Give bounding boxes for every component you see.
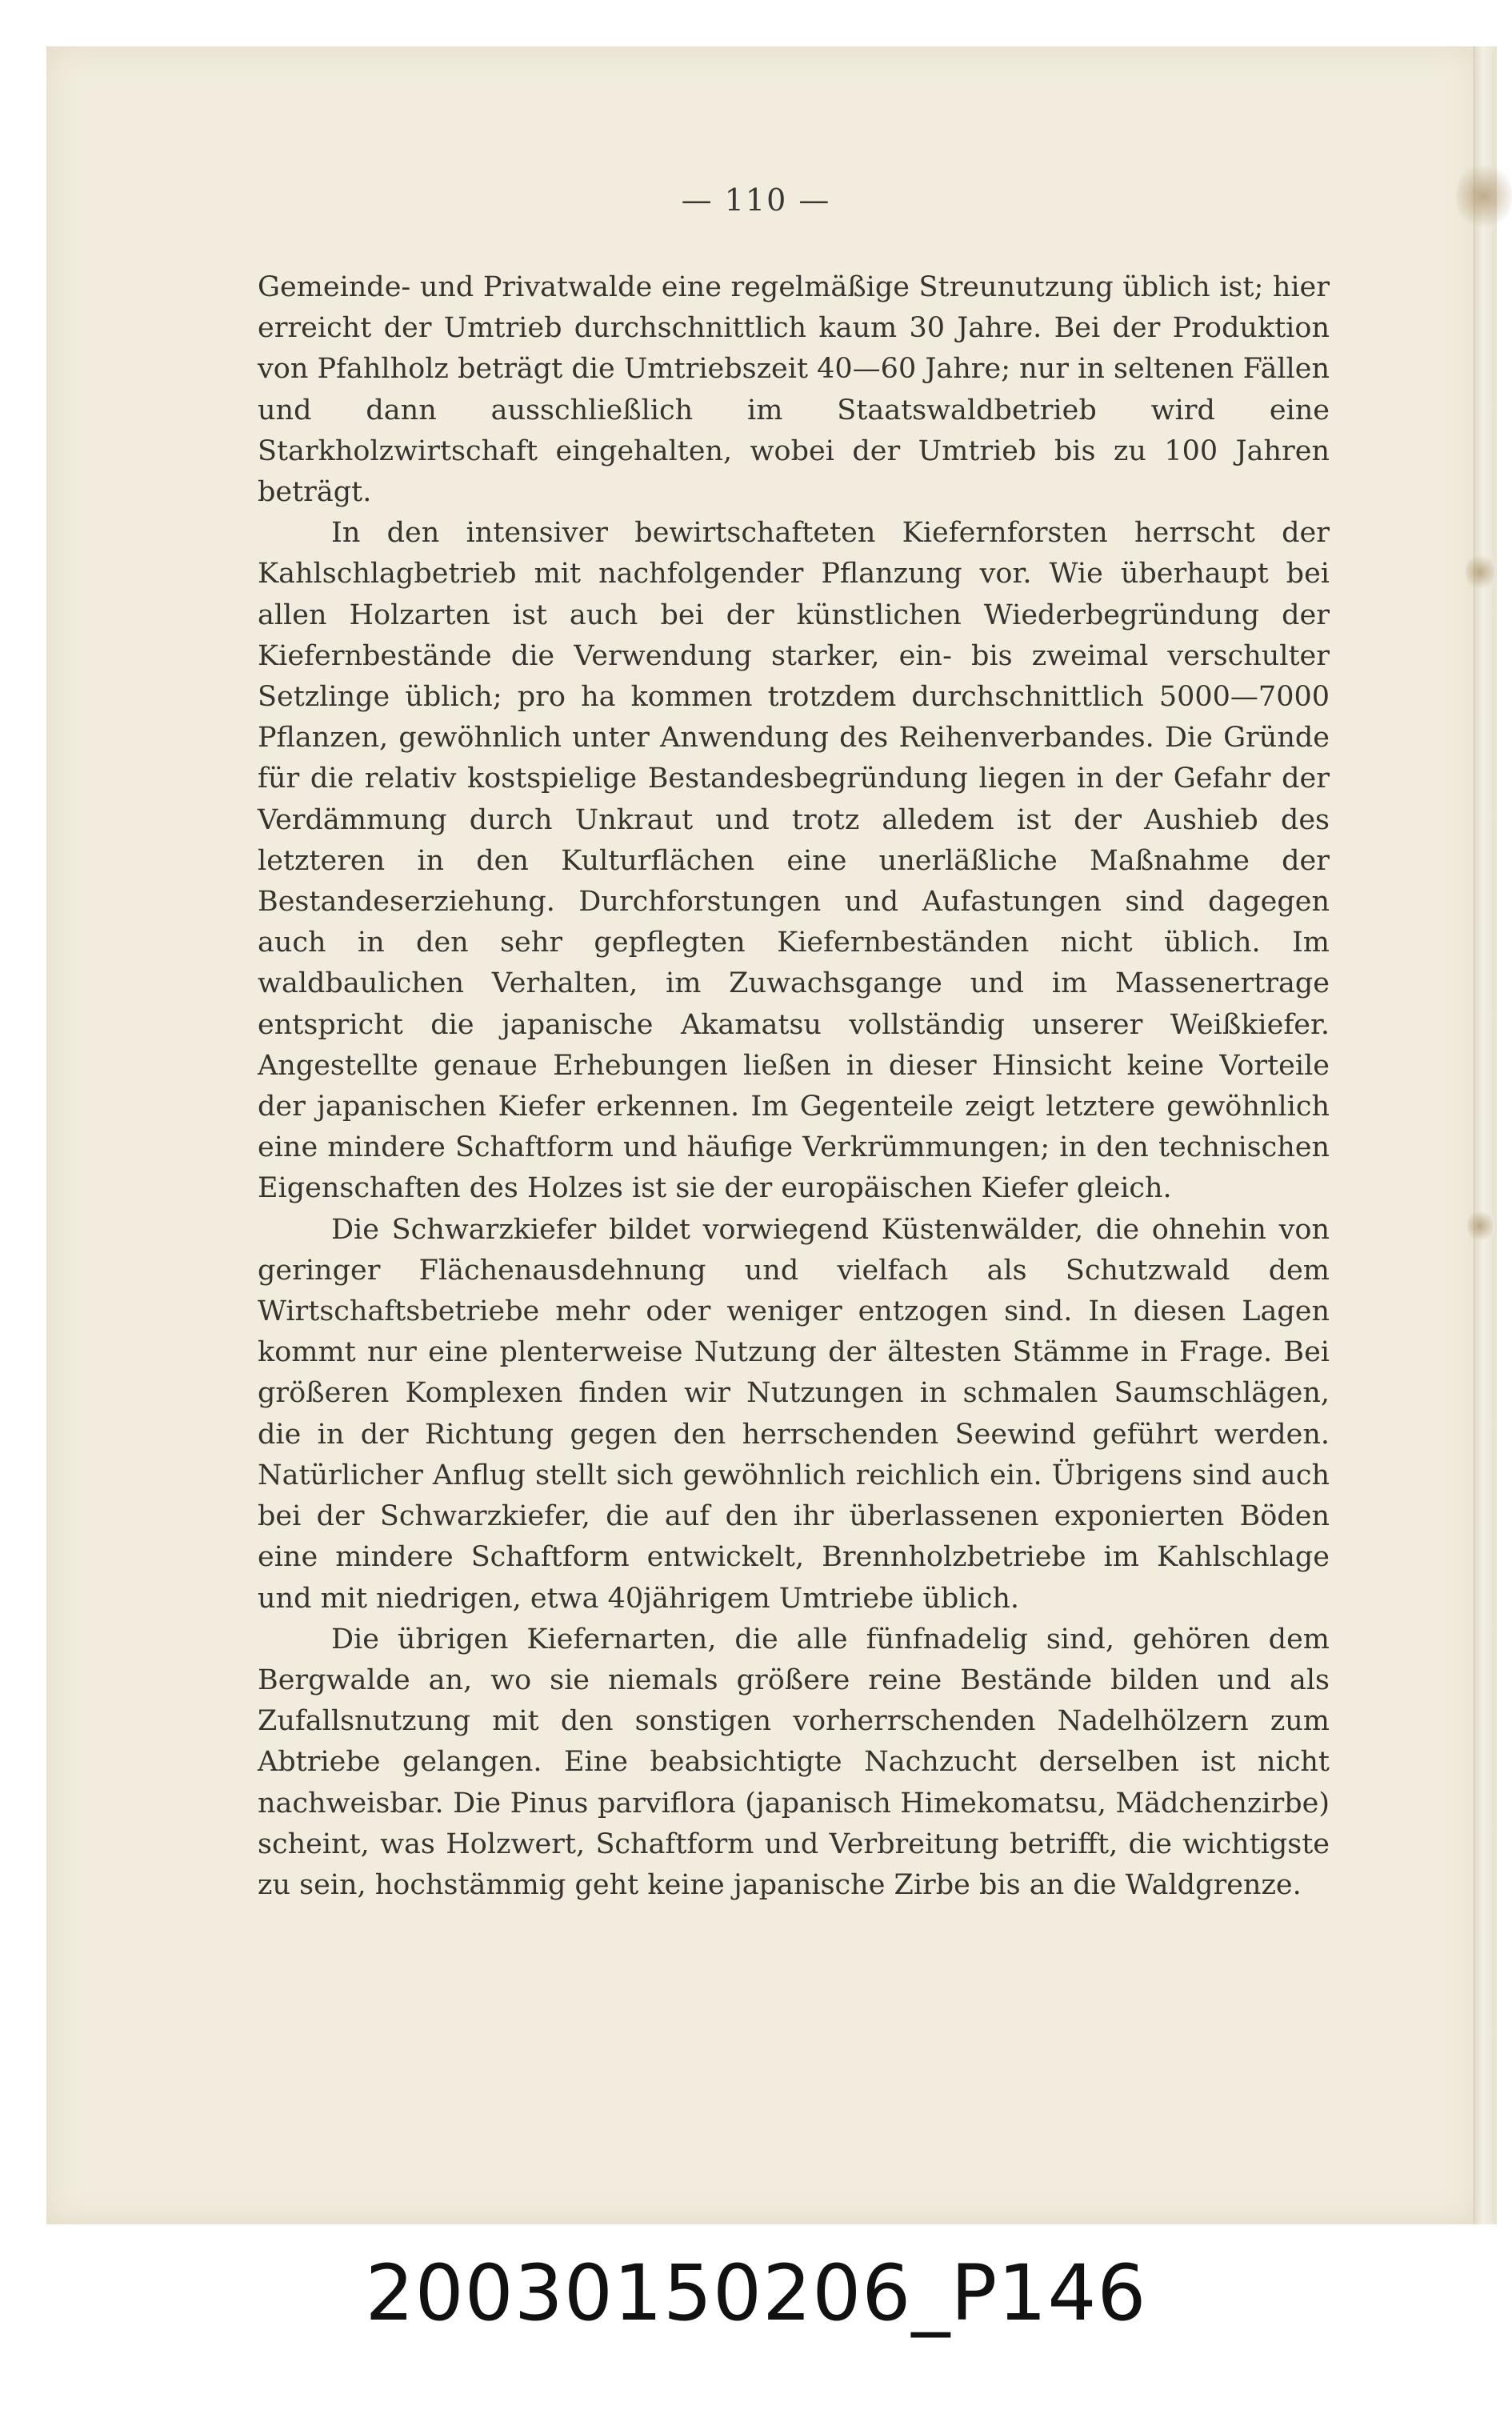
paragraph-2: In den intensiver bewirtschafteten Kiefernforsten herrscht der Kahlschlagbetrieb mit nachfolgender Pflanzung vor. Wie überhaupt bei allen Holzarten ist auch bei der künstlichen Wiederbegründung der Kiefernbestände die Verwendung starker, ein- bis zweimal verschulter Setzlinge üblich; pro ha kommen trotzdem durchschnittlich 5000—7000 Pflanzen, gewöhnlich unter Anwendung des Reihenverbandes. Die Gründe für die relativ kostspielige Bestandesbegründung liegen in der Gefahr der Verdämmung durch Unkraut und trotz alledem ist der Aushieb des letzteren in den Kulturflächen eine unerläßliche Maßnahme der Bestandeserziehung. Durchforstungen und Aufastungen sind dagegen auch in den sehr gepflegten Kiefernbeständen nicht üblich. Im waldbaulichen Verhalten, im Zuwachsgange und im Massenertrage entspricht die japanische Akamatsu vollständig unserer Weißkiefer. Angestellte genaue Erhebungen ließen in dieser Hinsicht keine Vorteile der japanischen Kiefer erkennen. Im Gegenteile zeigt letztere gewöhnlich eine mindere Schaftform und häufige Verkrümmungen; in den technischen Eigenschaften des Holzes ist sie der europäischen Kiefer gleich. [258,517,1330,1205]
foxing-stain [1466,552,1494,592]
foxing-stain [1467,1208,1493,1243]
paragraph-1: Gemeinde- und Privatwalde eine regelmäßige Streunutzung üblich ist; hier erreicht der Umtrieb durchschnittlich kaum 30 Jahre. Bei der Produktion von Pfahlholz beträgt die Umtriebszeit 40—60 Jahre; nur in seltenen Fällen und dann ausschließlich im Staatswaldbetrieb wird eine Starkholzwirtschaft eingehalten, wobei der Umtrieb bis zu 100 Jahren beträgt. [258,271,1330,509]
scan-identifier-caption: 20030150206_P146 [365,2248,1147,2338]
body-text [258,267,1330,1906]
paragraph-3: Die Schwarzkiefer bildet vorwiegend Küstenwälder, die ohnehin von geringer Flächenausdehnung und vielfach als Schutzwald dem Wirtschaftsbetriebe mehr oder weniger entzogen sind. In diesen Lagen kommt nur eine plenterweise Nutzung der ältesten Stämme in Frage. Bei größeren Komplexen finden wir Nutzungen in schmalen Saumschlägen, die in der Richtung gegen den herrschenden Seewind geführt werden. Natürlicher Anflug stellt sich gewöhnlich reichlich ein. Übrigens sind auch bei der Schwarzkiefer, die auf den ihr überlassenen exponierten Böden eine mindere Schaftform entwickelt, Brennholzbetriebe im Kahlschlage und mit niedrigen, etwa 40jährigem Umtriebe üblich. [258,1213,1330,1615]
page-binding-edge [1474,46,1497,2224]
page-number: — 110 — [681,182,831,218]
paragraph-4: Die übrigen Kiefernarten, die alle fünfnadelig sind, gehören dem Bergwalde an, wo sie niemals größere reine Bestände bilden und als Zufallsnutzung mit den sonstigen vorherrschenden Nadelhölzern zum Abtriebe gelangen. Eine beabsichtigte Nachzucht derselben ist nicht nachweisbar. Die Pinus parviflora (japanisch Himekomatsu, Mädchenzirbe) scheint, was Holzwert, Schaftform und Verbreitung betrifft, die wichtigste zu sein, hochstämmig geht keine japanische Zirbe bis an die Waldgrenze. [258,1623,1330,1901]
